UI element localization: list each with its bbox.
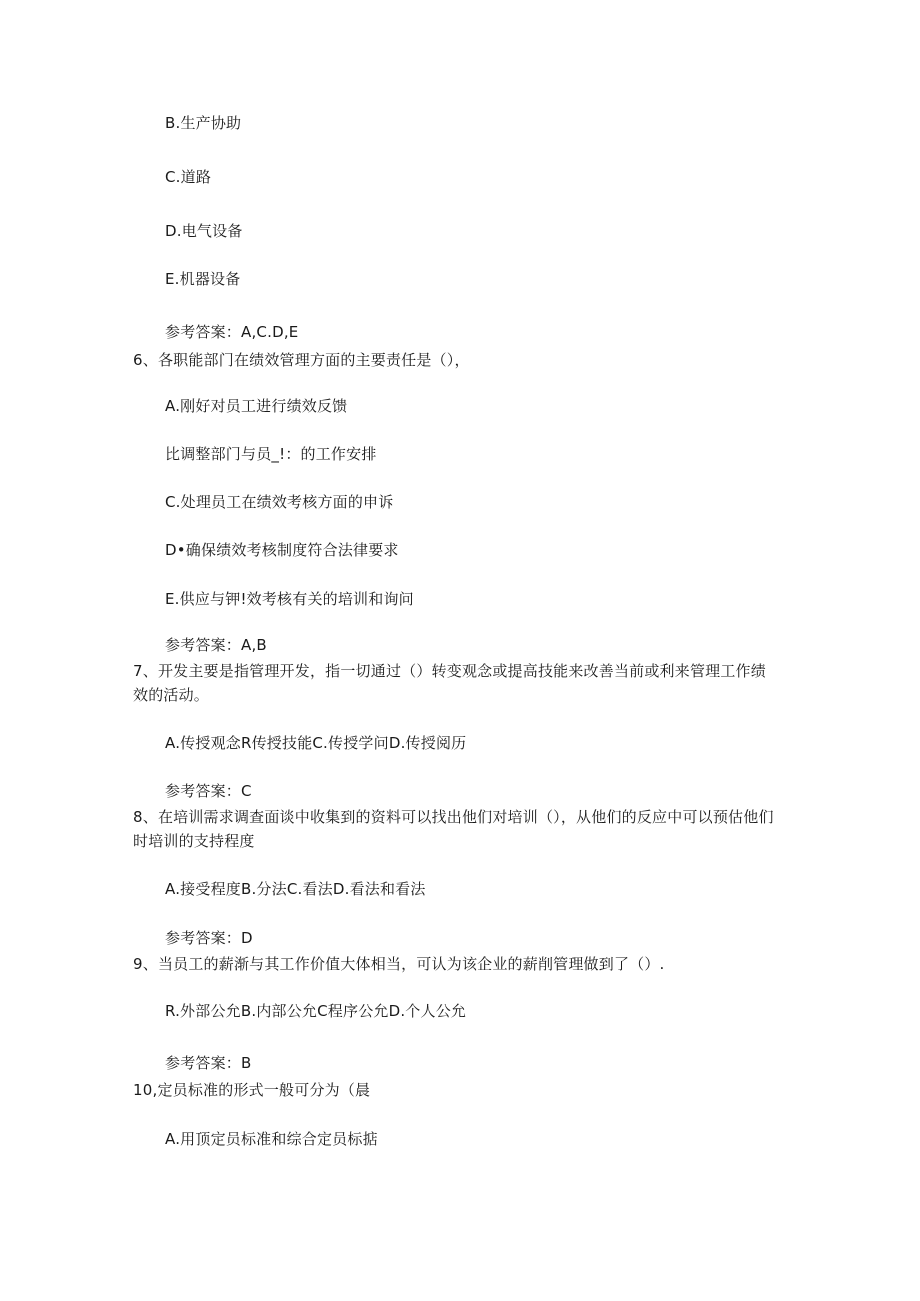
option-b-production-assist: B.生产协助 xyxy=(165,114,242,132)
answer-q7: 参考答案：C xyxy=(165,782,252,800)
question-10: 10,定员标准的形式一般可分为（晨 xyxy=(133,1081,371,1099)
answer-q9: 参考答案：B xyxy=(165,1054,252,1072)
question-6: 6、各职能部门在绩效管理方面的主要责任是（）， xyxy=(133,351,470,369)
q6-option-a: A.刚好对员工进行绩效反馈 xyxy=(165,397,348,415)
answer-q5: 参考答案：A,C.D,E xyxy=(165,323,299,341)
question-9: 9、当员工的薪渐与其工作价值大体相当，可认为该企业的薪削管理做到了（）. xyxy=(133,955,665,973)
q6-option-b: 比调整部门与员_!：的工作安排 xyxy=(165,445,377,463)
q10-option-a: A.用顶定员标准和综合定员标掂 xyxy=(165,1130,378,1148)
question-8-continued: 时培训的支持程度 xyxy=(133,832,255,850)
q6-option-c: C.处理员工在绩效考核方面的申诉 xyxy=(165,493,394,511)
question-8: 8、在培训需求调查面谈中收集到的资料可以找出他们对培训（），从他们的反应中可以预估他们 xyxy=(133,808,774,826)
answer-q8: 参考答案：D xyxy=(165,929,253,947)
q7-options: A.传授观念R传授技能C.传授学问D.传授阅历 xyxy=(165,734,467,752)
q9-options: R.外部公允B.内部公允C程序公允D.个人公允 xyxy=(165,1002,467,1020)
q8-options: A.接受程度B.分法C.看法D.看法和看法 xyxy=(165,880,426,898)
question-7-continued: 效的活动。 xyxy=(133,686,210,704)
question-7: 7、开发主要是指管理开发，指一切通过（）转变观念或提高技能来改善当前或利来管理工作绩 xyxy=(133,662,766,680)
q6-option-d: D•确保绩效考核制度符合法律要求 xyxy=(165,541,399,559)
option-d-electrical: D.电气设备 xyxy=(165,222,243,240)
option-e-machinery: E.机器设备 xyxy=(165,270,241,288)
option-c-road: C.道路 xyxy=(165,168,212,186)
answer-q6: 参考答案：A,B xyxy=(165,636,267,654)
q6-option-e: E.供应与钾!效考核有关的培训和询问 xyxy=(165,590,414,608)
